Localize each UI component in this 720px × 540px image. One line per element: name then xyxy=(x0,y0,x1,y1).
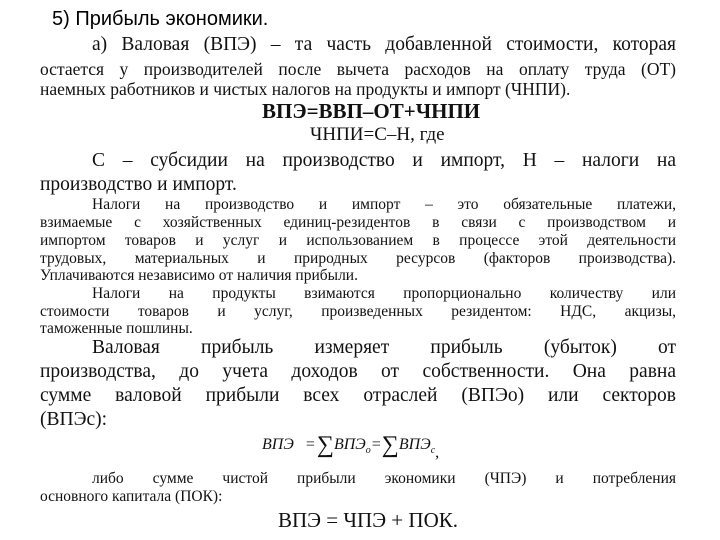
text-line: импортом товаров и услуг и использованием в процессе этой деятельности xyxy=(40,232,676,249)
subscript-c: с xyxy=(430,445,436,457)
text-line: а) Валовая (ВПЭ) – та часть добавленной стоимости, которая xyxy=(92,34,676,55)
formula-gross-profit: ВПЭ=ВВП–ОТ+ЧНПИ xyxy=(262,99,481,123)
text-line: производство и импорт. xyxy=(40,174,237,195)
formula-equals: = xyxy=(305,436,315,453)
formula-equals: = xyxy=(371,436,381,453)
formula-lhs: ВПЭ xyxy=(262,436,294,453)
formula-term-sectors-o: ВПЭ xyxy=(333,436,366,453)
text-line: Налоги на продукты взимаются пропорционально количеству или xyxy=(92,285,676,302)
text-line: наемных работников и чистых налогов на продукты и импорт (ЧНПИ). xyxy=(40,79,571,99)
text-line: остается у производителей после вычета расходов на оплату труда (ОТ) xyxy=(40,59,676,79)
formula-sum-gross-profit xyxy=(262,432,439,459)
text-line: Налоги на производство и импорт – это обязательные платежи, xyxy=(92,196,676,213)
slide-title: 5) Прибыль экономики. xyxy=(52,8,269,30)
text-line: С – субсидии на производство и импорт, Н – налоги на xyxy=(92,150,676,171)
text-line: Валовая прибыль измеряет прибыль (убыток) от xyxy=(92,337,676,358)
text-line: таможенные пошлины. xyxy=(40,320,193,337)
text-line: либо сумме чистой прибыли экономики (ЧПЭ) и потребления xyxy=(92,470,676,487)
formula-term-sectors-c: ВПЭ xyxy=(398,436,431,453)
text-line: трудовых, материальных и природных ресурсов (факторов производства). xyxy=(40,250,676,267)
sigma-symbol: ∑ xyxy=(316,432,334,458)
text-line: Уплачиваются независимо от наличия прибыли. xyxy=(40,267,358,284)
text-line: взимаемые с хозяйственных единиц-резидентов в связи с производством и xyxy=(40,214,676,231)
text-line: стоимости товаров и услуг, произведенных резидентом: НДС, акцизы, xyxy=(40,303,676,320)
formula-net-taxes: ЧНПИ=С–Н, где xyxy=(310,124,445,145)
formula-final: ВПЭ = ЧПЭ + ПОК. xyxy=(278,508,458,532)
formula-comma: , xyxy=(435,444,440,461)
text-line: основного капитала (ПОК): xyxy=(40,488,223,505)
text-line: (ВПЭс): xyxy=(40,409,108,430)
sigma-symbol: ∑ xyxy=(381,432,399,458)
text-line: производства, до учета доходов от собственности. Она равна xyxy=(40,361,676,382)
subscript-o: о xyxy=(365,445,371,457)
text-line: сумме валовой прибыли всех отраслей (ВПЭо) или секторов xyxy=(40,385,676,406)
